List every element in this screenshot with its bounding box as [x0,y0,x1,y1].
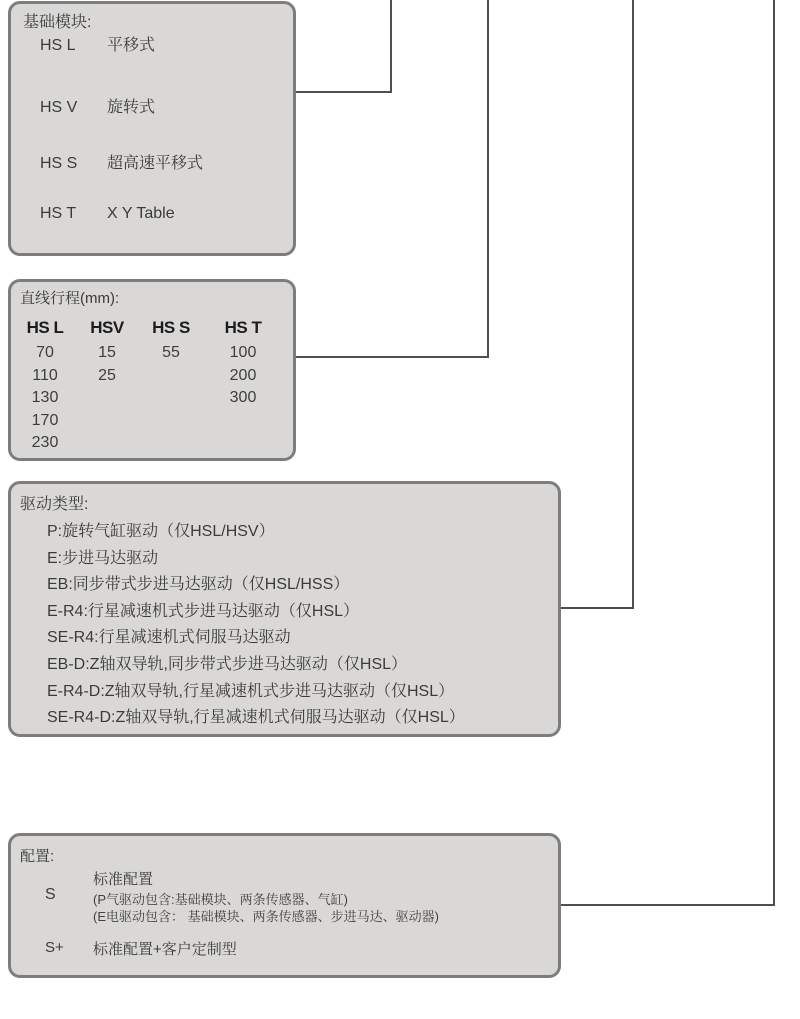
module-code: HS V [40,99,78,116]
config-standard-pneumatic-note: (P气驱动包含:基础模块、两条传感器、气缸) [93,892,348,907]
stroke-column-hsl [13,318,77,455]
linear-stroke-title: 直线行程(mm): [20,290,120,307]
drive-type-item: E-R4-D:Z轴双导轨,行星减速机式步进马达驱动（仅HSL） [47,682,455,700]
stroke-column-header: HSV [90,318,124,337]
config-code-standard: S [45,886,56,903]
stroke-value: 300 [229,389,257,406]
module-desc: X Y Table [107,205,175,222]
stroke-column-hss [139,318,203,365]
stroke-value: 100 [229,344,257,361]
base-module-row [40,94,155,117]
config-standard-desc: 标准配置 [93,871,154,888]
module-code: HS T [40,205,77,222]
drive-type-item: P:旋转气缸驱动（仅HSL/HSV） [47,523,275,540]
drive-type-item: E-R4:行星减速机式步进马达驱动（仅HSL） [47,602,360,620]
drive-type-list [47,519,465,732]
connector-base-horizontal [294,91,392,93]
drive-type-box [8,481,561,737]
connector-base-vertical [390,0,392,93]
stroke-value: 25 [98,366,116,384]
stroke-value: 70 [36,344,54,361]
stroke-column-hst [211,318,275,410]
connector-stroke-vertical [487,0,489,358]
module-code: HS L [40,37,76,54]
module-desc: 旋转式 [107,99,156,116]
stroke-value: 200 [229,366,257,384]
stroke-column-header: HS L [26,318,64,337]
module-desc: 平移式 [107,37,156,54]
config-custom-desc: 标准配置+客户定制型 [93,941,237,958]
config-code-custom: S+ [45,939,64,956]
stroke-value: 110 [32,366,58,384]
drive-type-item: SE-R4:行星减速机式伺服马达驱动 [47,629,291,647]
stroke-column-header: HS S [152,318,190,337]
configuration-box [8,833,561,978]
drive-type-title: 驱动类型: [20,496,89,513]
connector-drive-horizontal [559,607,634,609]
stroke-value: 55 [162,344,180,361]
stroke-column-hsv [77,318,137,387]
connector-stroke-horizontal [294,356,489,358]
module-desc: 超高速平移式 [107,155,204,172]
base-module-row [40,32,155,55]
drive-type-item: EB-D:Z轴双导轨,同步带式步进马达驱动（仅HSL） [47,655,408,673]
config-standard-electric-note: (E电驱动包含： 基础模块、两条传感器、步进马达、驱动器) [93,909,439,924]
stroke-value: 170 [31,411,59,429]
base-module-row [40,150,203,173]
connector-config-horizontal [559,904,775,906]
stroke-value: 230 [31,434,59,451]
connector-drive-vertical [632,0,634,609]
connector-config-vertical [773,0,775,906]
stroke-value: 130 [31,389,59,406]
drive-type-item: SE-R4-D:Z轴双导轨,行星减速机式伺服马达驱动（仅HSL） [47,709,465,727]
base-module-title: 基础模块: [23,14,92,31]
drive-type-item: E:步进马达驱动 [47,549,159,567]
base-module-box [8,1,296,256]
linear-stroke-box [8,279,296,461]
stroke-value: 15 [98,344,116,361]
configuration-title: 配置: [20,848,55,865]
stroke-column-header: HS T [224,318,262,337]
base-module-row [40,205,175,223]
module-code: HS S [40,155,78,172]
drive-type-item: EB:同步带式步进马达驱动（仅HSL/HSS） [47,576,350,594]
